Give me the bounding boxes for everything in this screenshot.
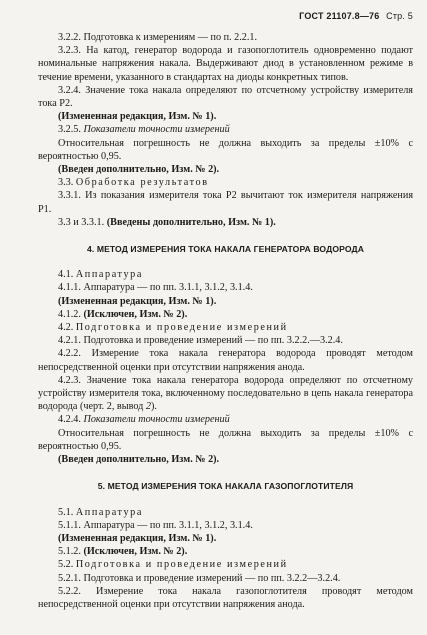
clause-number: 4.1.2. xyxy=(58,308,81,320)
para-4-1-2 xyxy=(38,308,413,321)
clause-number: 4.2. xyxy=(58,322,74,334)
clause-title: Аппаратура xyxy=(75,269,143,281)
terminal-number: 2 xyxy=(145,401,151,413)
clause-title: Показатели точности измерений xyxy=(83,414,230,426)
amendment-note: (Измененная редакция, Изм. № 1). xyxy=(58,295,217,307)
para-5-1-2 xyxy=(38,545,413,558)
clause-number: 3.3 и 3.3.1. xyxy=(58,216,105,228)
accuracy-text: Относительная погрешность не должна выходить за пределы ±10% с вероятностью 0,95. xyxy=(38,427,413,452)
amendment-note: (Исключен, Изм. № 2). xyxy=(83,308,188,320)
amendment-note: (Введены дополнительно, Изм. № 1). xyxy=(106,216,276,228)
para-5-2 xyxy=(38,558,413,571)
para-3-3-1: 3.3.1. Из показания измерителя тока Р2 вычитают ток измерителя напряжения Р1. xyxy=(38,190,413,215)
para-5-2-1: 5.2.1. Подготовка и проведение измерений — по пп. 3.2.2—3.2.4. xyxy=(58,572,341,584)
para-3-2-3: 3.2.3. На катод, генератор водорода и газопоглотитель одновременно подают номинальные напряжения накала. Выдерживают диод в установленном режиме в течение времени, указанного в стандартах на диоды конкретных типов. xyxy=(38,45,413,83)
page-number: Стр. 5 xyxy=(386,11,413,21)
clause-number: 3.3. xyxy=(58,177,74,189)
clause-title: Подготовка и проведение измерений xyxy=(75,559,288,571)
para-4-2 xyxy=(38,321,413,334)
amendment-note: (Измененная редакция, Изм. № 1). xyxy=(58,111,217,123)
clause-number: 3.2.5. xyxy=(58,124,81,136)
amendment-note: (Введен дополнительно, Изм. № 2). xyxy=(58,454,220,466)
clause-number: 5.2. xyxy=(58,559,74,571)
para-3-2-5 xyxy=(38,123,413,136)
amendment-note: (Введен дополнительно, Изм. № 2). xyxy=(58,164,220,176)
document-body xyxy=(38,31,413,611)
para-5-1-1: 5.1.1. Аппаратура — по пп. 3.1.1, 3.1.2, 3.1.4. xyxy=(58,519,253,531)
para-5-1 xyxy=(38,506,413,519)
para-4-2-3 xyxy=(38,374,413,414)
section-heading-4: 4. МЕТОД ИЗМЕРЕНИЯ ТОКА НАКАЛА ГЕНЕРАТОРА ВОДОРОДА xyxy=(86,244,365,255)
para-4-2-1: 4.2.1. Подготовка и проведение измерений — по пп. 3.2.2.—3.2.4. xyxy=(58,335,343,347)
clause-title: Показатели точности измерений xyxy=(83,124,230,136)
amendment-note: (Измененная редакция, Изм. № 1). xyxy=(58,532,217,544)
para-text: ). xyxy=(150,401,157,413)
para-3-3-note xyxy=(38,216,413,229)
accuracy-text: Относительная погрешность не должна выходить за пределы ±10% с вероятностью 0,95. xyxy=(38,137,413,162)
para-5-2-2: 5.2.2. Измерение тока накала газопоглотителя проводят методом непосредственной оценки при отсутствии напряжения анода. xyxy=(38,585,413,610)
section-heading-5: 5. МЕТОД ИЗМЕРЕНИЯ ТОКА НАКАЛА ГАЗОПОГЛОТИТЕЛЯ xyxy=(97,481,354,492)
para-text: 4.2.3. Значение тока накала генератора водорода определяют по отсчетному устройству измерителя тока, включенному последовательно в цепь накала генератора водорода (черт. 2, вывод xyxy=(38,374,413,413)
para-3-2-2: 3.2.2. Подготовка к измерениям — по п. 2.2.1. xyxy=(58,32,258,43)
page-header xyxy=(299,10,413,23)
clause-title: Подготовка и проведение измерений xyxy=(75,322,288,334)
para-4-1-1: 4.1.1. Аппаратура — по пп. 3.1.1, 3.1.2, 3.1.4. xyxy=(58,282,253,294)
para-3-2-4: 3.2.4. Значение тока накала определяют по отсчетному устройству измерителя тока Р2. xyxy=(38,84,413,110)
amendment-note: (Исключен, Изм. № 2). xyxy=(83,546,188,558)
clause-title: Аппаратура xyxy=(75,506,143,518)
clause-title: Обработка результатов xyxy=(75,177,209,189)
clause-number: 5.1. xyxy=(58,506,74,518)
para-4-1 xyxy=(38,268,413,281)
clause-number: 5.1.2. xyxy=(58,546,81,558)
clause-number: 4.2.4. xyxy=(58,414,81,426)
clause-number: 4.1. xyxy=(58,269,74,281)
para-3-3 xyxy=(38,176,413,189)
standard-number: ГОСТ 21107.8—76 xyxy=(299,11,380,21)
para-4-2-4 xyxy=(38,413,413,426)
para-4-2-2: 4.2.2. Измерение тока накала генератора водорода проводят методом непосредственной оценки при отсутствии напряжения анода. xyxy=(38,348,413,373)
